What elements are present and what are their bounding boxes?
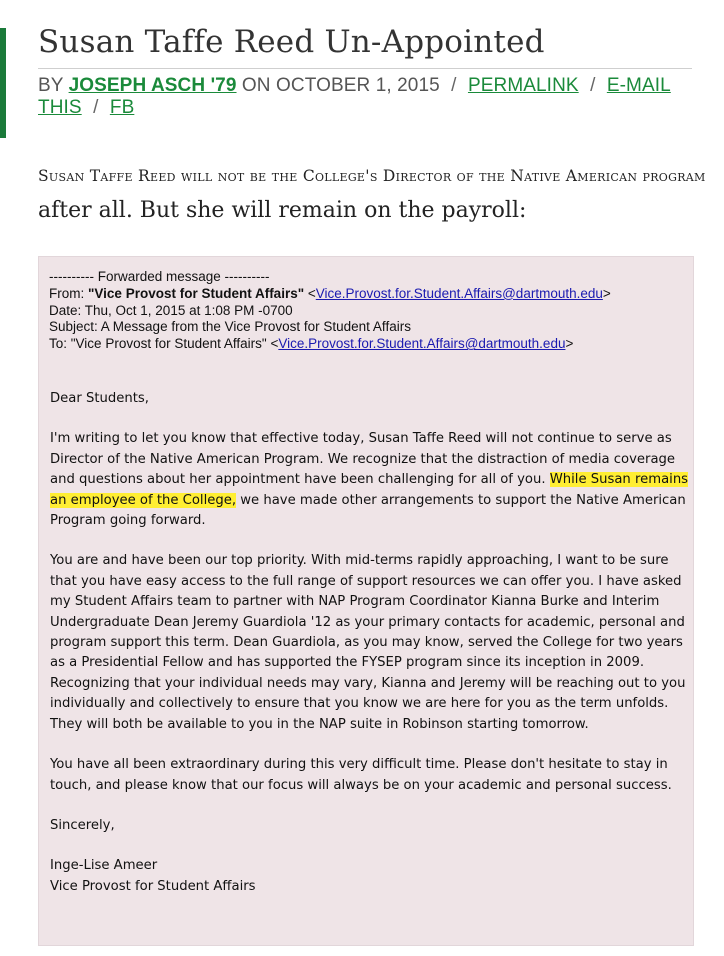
byline-date: ON OCTOBER 1, 2015 — [241, 75, 440, 96]
to-line: To: "Vice Provost for Student Affairs" <Vice.Provost.for.Student.Affairs@dartmouth.edu> — [49, 336, 574, 352]
paragraph-1-text-end: we have made other arrangements to support the Native American Program going forward. — [50, 492, 686, 529]
byline-separator: / — [451, 75, 457, 96]
from-email-link[interactable]: Vice.Provost.for.Student.Affairs@dartmouth.edu — [315, 285, 603, 301]
post-lede — [38, 164, 706, 228]
email-closing: Sincerely, — [50, 817, 115, 833]
lede-line-1: Susan Taffe Reed will not be the College's Director of the Native American program — [38, 167, 706, 185]
byline-by: BY — [38, 75, 64, 96]
accent-bar — [0, 28, 6, 138]
signature-title: Vice Provost for Student Affairs — [50, 878, 256, 894]
email-paragraph-1 — [50, 429, 690, 531]
post-byline — [38, 75, 698, 119]
email-greeting: Dear Students, — [50, 391, 149, 406]
from-name: "Vice Provost for Student Affairs" — [88, 285, 305, 301]
forwarded-marker: ---------- Forwarded message ---------- — [49, 269, 270, 284]
email-body — [50, 389, 690, 917]
fb-share-link[interactable]: FB — [109, 97, 135, 118]
subject-line: Subject: A Message from the Vice Provost for Student Affairs — [49, 319, 411, 335]
email-screenshot — [38, 256, 694, 946]
from-line: From: "Vice Provost for Student Affairs" <Vice.Provost.for.Student.Affairs@dartmouth.edu> — [49, 285, 611, 301]
to-label: To: "Vice Provost for Student Affairs" — [49, 336, 267, 352]
from-label: From: — [49, 285, 85, 301]
permalink-link[interactable]: PERMALINK — [467, 75, 579, 96]
byline-separator: / — [590, 75, 596, 96]
title-divider — [38, 68, 692, 69]
email-header — [49, 269, 689, 353]
to-email-link[interactable]: Vice.Provost.for.Student.Affairs@dartmouth.edu — [278, 336, 566, 352]
author-link[interactable]: JOSEPH ASCH '79 — [68, 75, 237, 96]
signature-name: Inge-Lise Ameer — [50, 858, 158, 874]
paragraph-1-text: I'm writing to let you know that effective today, Susan Taffe Reed will not continue to serve as Director of the Native American Program. We recognize that the distraction of media coverage and questions about her appointment have been challenging for all of you. — [50, 431, 676, 488]
date-line: Date: Thu, Oct 1, 2015 at 1:08 PM -0700 — [49, 302, 293, 318]
highlighted-text: While Susan remains an employee of the College, — [50, 472, 689, 508]
post-title: Susan Taffe Reed Un-Appointed — [38, 24, 545, 60]
email-paragraph-3: You have all been extraordinary during this very difficult time. Please don't hesitate to stay in touch, and please know that our focus will always be on your academic and personal success. — [50, 757, 672, 793]
email-signature — [50, 856, 690, 897]
email-this-link[interactable]: E-MAIL THIS — [38, 75, 671, 118]
byline-separator: / — [93, 97, 99, 118]
email-paragraph-2: You are and have been our top priority. With mid-terms rapidly approaching, I want to be sure that you have easy access to the full range of support resources we can offer you. I have asked my Student Affairs team to partner with NAP Program Coordinator Kianna Burke and Interim Undergraduate Dean Jeremy Guardiola '12 as your primary contacts for academic, personal and program support this term. Dean Guardiola, as you may know, served the College for two years as a Presidential Fellow and has supported the FYSEP program since its inception in 2009. Recognizing that your individual needs may vary, Kianna and Jeremy will be reaching out to you individually and collectively to ensure that you know we are here for you as the term unfolds. They will both be available to you in the NAP suite in Robinson starting tomorrow. — [50, 553, 686, 732]
lede-line-2: after all. But she will remain on the payroll: — [38, 198, 527, 223]
